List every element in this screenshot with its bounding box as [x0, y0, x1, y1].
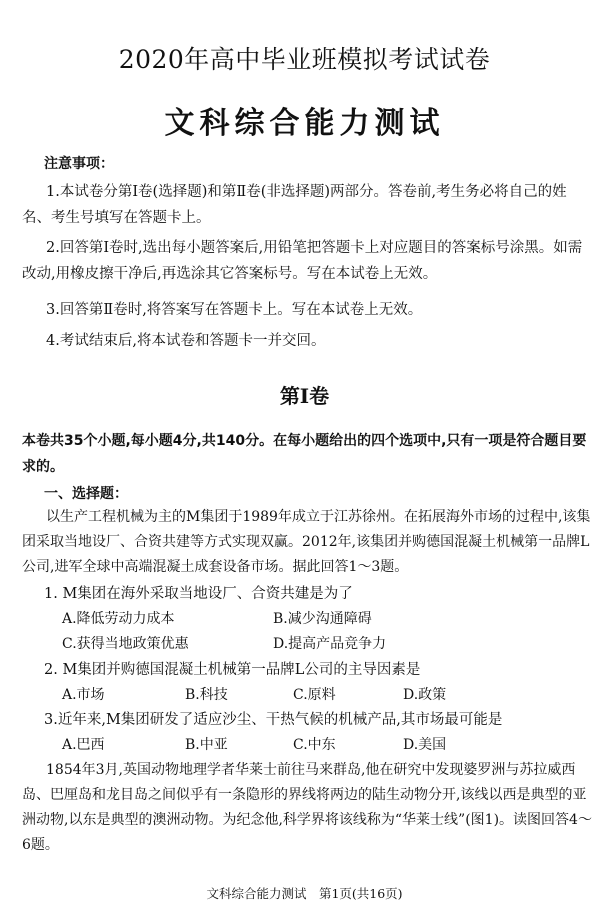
subject-title: 文科综合能力测试	[164, 106, 445, 141]
question-3-option-d: D.美国	[403, 737, 447, 753]
page-footer: 文科综合能力测试 第1页(共16页)	[206, 886, 403, 901]
question-1-option-d: D.提高产品竞争力	[273, 636, 387, 652]
question-1-stem: 1. M集团在海外采取当地设厂、合资共建是为了	[44, 586, 353, 602]
question-1-option-b: B.减少沟通障碍	[273, 611, 372, 627]
passage-1: 以生产工程机械为主的M集团于1989年成立于江苏徐州。在拓展海外市场的过程中,该集团采取当地设厂、合资共建等方式实现双赢。2012年,该集团并购德国混凝土机械第一品牌L公司,进军全球中高端混凝土成套设备市场。据此回答1～3题。	[22, 509, 591, 575]
section-intro: 本卷共35个小题,每小题4分,共140分。在每小题给出的四个选项中,只有一项是符合题目要求的。	[22, 433, 587, 475]
exam-title: 2020年高中毕业班模拟考试试卷	[118, 45, 491, 74]
notice-item-4: 4.考试结束后,将本试卷和答题卡一并交回。	[46, 333, 326, 349]
question-2-stem: 2. M集团并购德国混凝土机械第一品牌L公司的主导因素是	[44, 662, 421, 678]
passage-2: 1854年3月,英国动物地理学者华莱士前往马来群岛,他在研究中发现婆罗洲与苏拉威西岛、巴厘岛和龙目岛之间似乎有一条隐形的界线将两边的陆生动物分开,该线以西是典型的亚洲动物,以东是典型的澳洲动物。为纪念他,科学界将该线称为“华莱士线”(图1)。读图回答4～6题。	[22, 762, 592, 853]
notice-item-2: 2.回答第Ⅰ卷时,选出每小题答案后,用铅笔把答题卡上对应题目的答案标号涂黑。如需改动,用橡皮擦干净后,再选涂其它答案标号。写在本试卷上无效。	[22, 240, 583, 282]
question-1-option-a: A.降低劳动力成本	[62, 611, 175, 627]
part-heading: 一、选择题：	[44, 486, 128, 502]
section-title: 第Ⅰ卷	[279, 384, 330, 408]
question-2-option-a: A.市场	[62, 687, 105, 703]
question-3-stem: 3.近年来,M集团研发了适应沙尘、干热气候的机械产品,其市场最可能是	[44, 712, 503, 728]
question-3-option-a: A.巴西	[62, 737, 105, 753]
question-1-option-c: C.获得当地政策优惠	[62, 636, 189, 652]
question-3-option-b: B.中亚	[185, 737, 228, 753]
question-2-option-b: B.科技	[185, 687, 228, 703]
question-2-option-c: C.原料	[293, 687, 336, 703]
question-2-option-d: D.政策	[403, 687, 447, 703]
notice-heading: 注意事项：	[44, 156, 114, 172]
question-3-option-c: C.中东	[293, 737, 336, 753]
notice-item-1: 1.本试卷分第Ⅰ卷(选择题)和第Ⅱ卷(非选择题)两部分。答卷前,考生务必将自己的姓名、考生号填写在答题卡上。	[22, 184, 567, 226]
notice-item-3: 3.回答第Ⅱ卷时,将答案写在答题卡上。写在本试卷上无效。	[46, 302, 423, 318]
